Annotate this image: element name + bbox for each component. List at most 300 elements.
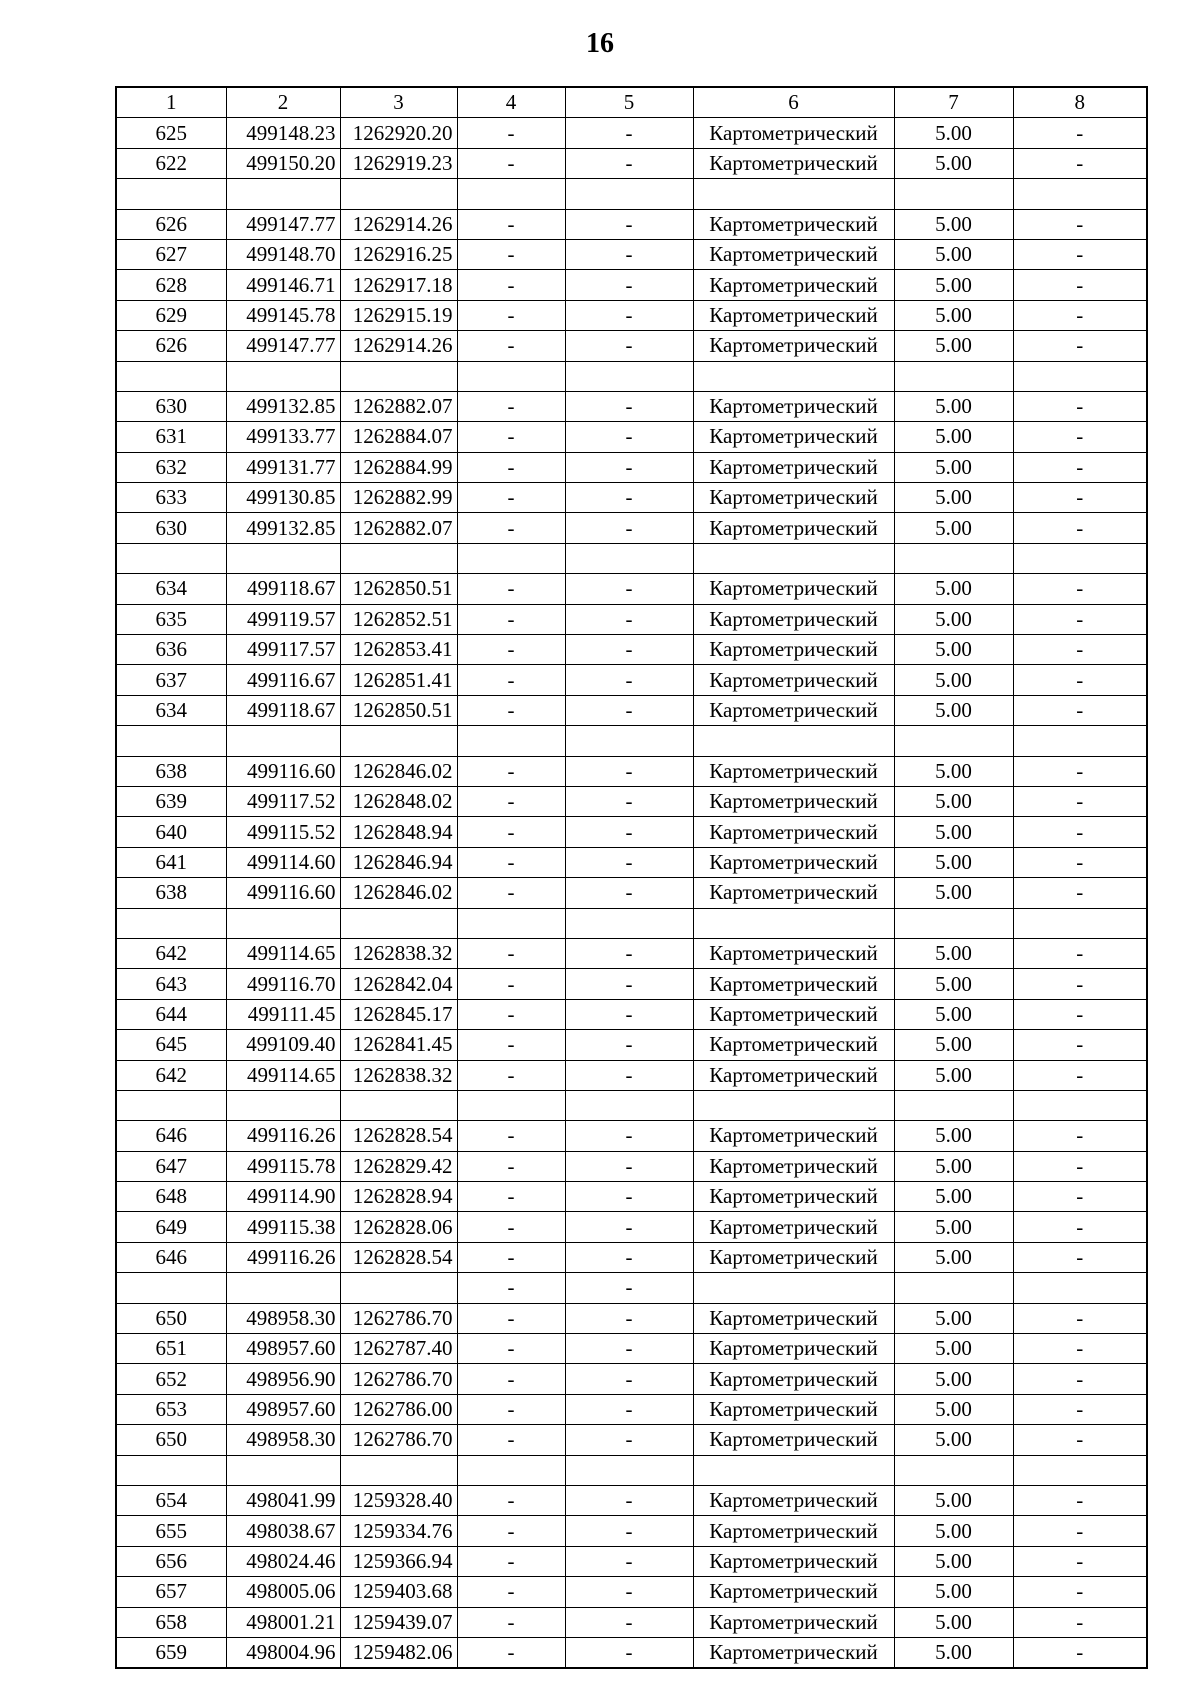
table-cell-col-7: 5.00	[894, 1607, 1013, 1637]
table-cell-col-5: -	[565, 483, 693, 513]
table-cell-col-5	[565, 361, 693, 391]
table-row	[116, 695, 1147, 725]
table-cell-col-2: 499150.20	[226, 148, 340, 178]
table-cell-col-2: 498956.90	[226, 1364, 340, 1394]
table-cell-col-2	[226, 361, 340, 391]
table-cell-col-7: 5.00	[894, 1242, 1013, 1272]
table-cell-col-6: Картометрический	[693, 695, 894, 725]
table-cell-col-7: 5.00	[894, 1364, 1013, 1394]
column-header-6: 6	[693, 87, 894, 118]
table-cell-col-2: 499132.85	[226, 391, 340, 421]
table-cell-col-4: -	[457, 1334, 565, 1364]
table-cell-col-1: 641	[116, 847, 226, 877]
table-cell-col-5: -	[565, 695, 693, 725]
table-cell-col-5: -	[565, 270, 693, 300]
table-cell-col-1: 627	[116, 239, 226, 269]
table-cell-col-7: 5.00	[894, 1425, 1013, 1455]
table-cell-col-5: -	[565, 1546, 693, 1576]
table-cell-col-4: -	[457, 1121, 565, 1151]
table-cell-col-2	[226, 179, 340, 209]
table-cell-col-6: Картометрический	[693, 1607, 894, 1637]
table-cell-col-4: -	[457, 239, 565, 269]
table-cell-col-3: 1262920.20	[340, 118, 457, 148]
table-cell-col-2: 499115.52	[226, 817, 340, 847]
table-cell-col-4	[457, 543, 565, 573]
table-cell-col-3	[340, 726, 457, 756]
table-cell-col-3: 1262882.07	[340, 513, 457, 543]
table-cell-col-6	[693, 361, 894, 391]
table-cell-col-7: 5.00	[894, 817, 1013, 847]
table-cell-col-5: -	[565, 1485, 693, 1515]
table-cell-col-6: Картометрический	[693, 483, 894, 513]
table-cell-col-1: 625	[116, 118, 226, 148]
table-cell-col-3: 1262919.23	[340, 148, 457, 178]
table-cell-col-1: 638	[116, 878, 226, 908]
table-cell-col-6	[693, 543, 894, 573]
table-cell-col-5: -	[565, 1394, 693, 1424]
table-cell-col-3: 1259482.06	[340, 1637, 457, 1668]
table-cell-col-7	[894, 726, 1013, 756]
table-cell-col-6	[693, 179, 894, 209]
table-cell-col-1: 626	[116, 209, 226, 239]
table-cell-col-3	[340, 179, 457, 209]
table-cell-col-6	[693, 1090, 894, 1120]
table-cell-col-2: 499114.60	[226, 847, 340, 877]
table-cell-col-7: 5.00	[894, 270, 1013, 300]
separator-row	[116, 543, 1147, 573]
separator-row	[116, 1090, 1147, 1120]
table-cell-col-3: 1262846.02	[340, 756, 457, 786]
table-cell-col-3	[340, 543, 457, 573]
table-cell-col-8: -	[1013, 148, 1147, 178]
table-cell-col-2: 499117.57	[226, 635, 340, 665]
table-cell-col-7: 5.00	[894, 756, 1013, 786]
table-cell-col-8: -	[1013, 665, 1147, 695]
table-cell-col-8: -	[1013, 969, 1147, 999]
separator-row	[116, 361, 1147, 391]
table-cell-col-2: 499116.60	[226, 878, 340, 908]
table-cell-col-3: 1262884.99	[340, 452, 457, 482]
table-cell-col-1: 656	[116, 1546, 226, 1576]
table-cell-col-4: -	[457, 847, 565, 877]
table-cell-col-6: Картометрический	[693, 1182, 894, 1212]
table-cell-col-7: 5.00	[894, 1577, 1013, 1607]
table-cell-col-1: 654	[116, 1485, 226, 1515]
table-cell-col-7: 5.00	[894, 148, 1013, 178]
table-cell-col-6: Картометрический	[693, 1334, 894, 1364]
table-cell-col-8: -	[1013, 1485, 1147, 1515]
table-cell-col-7	[894, 1273, 1013, 1303]
table-cell-col-2: 498038.67	[226, 1516, 340, 1546]
table-cell-col-3: 1262838.32	[340, 938, 457, 968]
table-cell-col-1: 657	[116, 1577, 226, 1607]
table-cell-col-7: 5.00	[894, 239, 1013, 269]
table-cell-col-2	[226, 1455, 340, 1485]
table-cell-col-7: 5.00	[894, 1212, 1013, 1242]
table-row	[116, 1485, 1147, 1515]
table-cell-col-3: 1262846.02	[340, 878, 457, 908]
table-cell-col-3: 1262850.51	[340, 695, 457, 725]
table-cell-col-3: 1262850.51	[340, 574, 457, 604]
table-cell-col-5: -	[565, 1273, 693, 1303]
table-cell-col-2: 499145.78	[226, 300, 340, 330]
table-cell-col-8: -	[1013, 1212, 1147, 1242]
page-number: 16	[586, 28, 614, 59]
table-row	[116, 969, 1147, 999]
table-cell-col-4: -	[457, 665, 565, 695]
table-cell-col-4	[457, 361, 565, 391]
table-cell-col-8: -	[1013, 1364, 1147, 1394]
column-header-8: 8	[1013, 87, 1147, 118]
table-cell-col-4: -	[457, 148, 565, 178]
table-cell-col-1: 626	[116, 331, 226, 361]
table-cell-col-5: -	[565, 391, 693, 421]
table-cell-col-1	[116, 1455, 226, 1485]
table-cell-col-4: -	[457, 1637, 565, 1668]
table-cell-col-6: Картометрический	[693, 513, 894, 543]
table-cell-col-5: -	[565, 148, 693, 178]
table-row	[116, 1334, 1147, 1364]
table-cell-col-3: 1262882.07	[340, 391, 457, 421]
table-cell-col-5	[565, 1455, 693, 1485]
table-cell-col-8: -	[1013, 239, 1147, 269]
table-cell-col-8: -	[1013, 1030, 1147, 1060]
table-cell-col-4: -	[457, 1546, 565, 1576]
coordinates-table	[115, 86, 1148, 1669]
table-row	[116, 938, 1147, 968]
table-cell-col-7: 5.00	[894, 604, 1013, 634]
table-cell-col-3: 1259334.76	[340, 1516, 457, 1546]
table-cell-col-5: -	[565, 665, 693, 695]
table-cell-col-4: -	[457, 1364, 565, 1394]
table-cell-col-8: -	[1013, 331, 1147, 361]
table-cell-col-3: 1262828.06	[340, 1212, 457, 1242]
table-cell-col-8: -	[1013, 1182, 1147, 1212]
table-cell-col-1: 630	[116, 513, 226, 543]
table-cell-col-6: Картометрический	[693, 756, 894, 786]
table-cell-col-7: 5.00	[894, 878, 1013, 908]
table-cell-col-6: Картометрический	[693, 1242, 894, 1272]
column-header-2: 2	[226, 87, 340, 118]
table-cell-col-3: 1262829.42	[340, 1151, 457, 1181]
table-cell-col-1: 650	[116, 1425, 226, 1455]
table-cell-col-4: -	[457, 574, 565, 604]
table-cell-col-2	[226, 1090, 340, 1120]
table-cell-col-5: -	[565, 452, 693, 482]
table-cell-col-1: 649	[116, 1212, 226, 1242]
table-cell-col-1: 632	[116, 452, 226, 482]
table-cell-col-7: 5.00	[894, 1121, 1013, 1151]
table-cell-col-4: -	[457, 695, 565, 725]
table-cell-col-1: 629	[116, 300, 226, 330]
table-cell-col-3: 1262916.25	[340, 239, 457, 269]
table-cell-col-1: 633	[116, 483, 226, 513]
table-cell-col-1	[116, 361, 226, 391]
table-cell-col-7: 5.00	[894, 1303, 1013, 1333]
table-cell-col-3: 1262787.40	[340, 1334, 457, 1364]
table-cell-col-5	[565, 543, 693, 573]
table-cell-col-8: -	[1013, 270, 1147, 300]
table-cell-col-6: Картометрический	[693, 1151, 894, 1181]
table-cell-col-5: -	[565, 574, 693, 604]
table-cell-col-3: 1262828.54	[340, 1242, 457, 1272]
table-cell-col-2: 499132.85	[226, 513, 340, 543]
table-row	[116, 1425, 1147, 1455]
table-body	[116, 118, 1147, 1668]
table-cell-col-2: 499147.77	[226, 209, 340, 239]
table-cell-col-7: 5.00	[894, 574, 1013, 604]
table-cell-col-1: 634	[116, 695, 226, 725]
table-cell-col-4: -	[457, 270, 565, 300]
table-cell-col-8: -	[1013, 1303, 1147, 1333]
table-cell-col-3: 1262914.26	[340, 331, 457, 361]
table-cell-col-6: Картометрический	[693, 1394, 894, 1424]
table-cell-col-4: -	[457, 1273, 565, 1303]
table-cell-col-5	[565, 908, 693, 938]
table-cell-col-4: -	[457, 452, 565, 482]
table-cell-col-1: 658	[116, 1607, 226, 1637]
header-row	[116, 87, 1147, 118]
table-row	[116, 878, 1147, 908]
table-cell-col-5: -	[565, 878, 693, 908]
table-row	[116, 1607, 1147, 1637]
table-cell-col-8	[1013, 908, 1147, 938]
table-cell-col-8: -	[1013, 938, 1147, 968]
table-cell-col-2: 499118.67	[226, 574, 340, 604]
table-cell-col-6: Картометрический	[693, 1121, 894, 1151]
table-cell-col-2: 499130.85	[226, 483, 340, 513]
table-cell-col-7: 5.00	[894, 1516, 1013, 1546]
table-cell-col-8	[1013, 726, 1147, 756]
separator-row	[116, 1273, 1147, 1303]
table-cell-col-2: 499114.65	[226, 1060, 340, 1090]
table-cell-col-8: -	[1013, 118, 1147, 148]
table-cell-col-5: -	[565, 604, 693, 634]
table-row	[116, 209, 1147, 239]
table-cell-col-3: 1262882.99	[340, 483, 457, 513]
table-cell-col-2: 499116.67	[226, 665, 340, 695]
table-row	[116, 817, 1147, 847]
table-cell-col-3: 1262786.00	[340, 1394, 457, 1424]
table-cell-col-8: -	[1013, 452, 1147, 482]
table-cell-col-6: Картометрический	[693, 148, 894, 178]
table-row	[116, 1121, 1147, 1151]
table-cell-col-5: -	[565, 999, 693, 1029]
table-cell-col-1: 646	[116, 1121, 226, 1151]
table-cell-col-8: -	[1013, 1151, 1147, 1181]
table-cell-col-3	[340, 1090, 457, 1120]
table-cell-col-6	[693, 726, 894, 756]
table-cell-col-1: 659	[116, 1637, 226, 1668]
table-cell-col-2: 499147.77	[226, 331, 340, 361]
table-cell-col-7	[894, 908, 1013, 938]
table-cell-col-2: 498004.96	[226, 1637, 340, 1668]
table-cell-col-6: Картометрический	[693, 300, 894, 330]
table-cell-col-6: Картометрический	[693, 665, 894, 695]
table-cell-col-4: -	[457, 300, 565, 330]
table-cell-col-2: 499117.52	[226, 786, 340, 816]
table-cell-col-4: -	[457, 786, 565, 816]
table-row	[116, 1060, 1147, 1090]
table-cell-col-7: 5.00	[894, 331, 1013, 361]
table-cell-col-6: Картометрический	[693, 1030, 894, 1060]
table-cell-col-4: -	[457, 756, 565, 786]
table-cell-col-6: Картометрический	[693, 938, 894, 968]
table-cell-col-3: 1262828.54	[340, 1121, 457, 1151]
table-cell-col-6: Картометрический	[693, 1546, 894, 1576]
table-cell-col-3	[340, 908, 457, 938]
table-cell-col-6	[693, 908, 894, 938]
table-cell-col-1	[116, 543, 226, 573]
table-cell-col-1: 631	[116, 422, 226, 452]
table-cell-col-5: -	[565, 1425, 693, 1455]
table-cell-col-6	[693, 1455, 894, 1485]
table-cell-col-4: -	[457, 118, 565, 148]
table-cell-col-8: -	[1013, 1516, 1147, 1546]
table-cell-col-2: 499116.60	[226, 756, 340, 786]
table-cell-col-1: 644	[116, 999, 226, 1029]
table-cell-col-4	[457, 179, 565, 209]
table-cell-col-8: -	[1013, 1060, 1147, 1090]
table-cell-col-1: 655	[116, 1516, 226, 1546]
table-cell-col-4: -	[457, 331, 565, 361]
table-cell-col-2	[226, 543, 340, 573]
table-row	[116, 1577, 1147, 1607]
table-cell-col-1	[116, 1273, 226, 1303]
table-cell-col-7: 5.00	[894, 300, 1013, 330]
table-cell-col-4: -	[457, 635, 565, 665]
table-cell-col-6: Картометрический	[693, 1212, 894, 1242]
table-cell-col-6: Картометрический	[693, 999, 894, 1029]
table-cell-col-4: -	[457, 817, 565, 847]
table-cell-col-1	[116, 1090, 226, 1120]
table-cell-col-6: Картометрический	[693, 1577, 894, 1607]
table-cell-col-3: 1262884.07	[340, 422, 457, 452]
table-cell-col-6: Картометрический	[693, 817, 894, 847]
table-cell-col-8: -	[1013, 1121, 1147, 1151]
table-row	[116, 1151, 1147, 1181]
table-cell-col-6: Картометрический	[693, 270, 894, 300]
table-cell-col-6: Картометрический	[693, 452, 894, 482]
table-cell-col-4: -	[457, 209, 565, 239]
table-cell-col-3: 1262838.32	[340, 1060, 457, 1090]
table-row	[116, 756, 1147, 786]
table-cell-col-5: -	[565, 1242, 693, 1272]
table-cell-col-8	[1013, 361, 1147, 391]
table-row	[116, 1364, 1147, 1394]
table-cell-col-3: 1262786.70	[340, 1303, 457, 1333]
table-row	[116, 786, 1147, 816]
table-cell-col-1	[116, 726, 226, 756]
table-cell-col-4: -	[457, 969, 565, 999]
table-row	[116, 1637, 1147, 1668]
table-cell-col-1	[116, 908, 226, 938]
table-row	[116, 847, 1147, 877]
table-row	[116, 331, 1147, 361]
table-cell-col-8: -	[1013, 209, 1147, 239]
table-cell-col-5: -	[565, 1182, 693, 1212]
table-cell-col-7: 5.00	[894, 422, 1013, 452]
table-cell-col-5: -	[565, 969, 693, 999]
table-cell-col-8	[1013, 1090, 1147, 1120]
table-cell-col-5: -	[565, 1151, 693, 1181]
table-cell-col-7: 5.00	[894, 483, 1013, 513]
table-cell-col-8: -	[1013, 635, 1147, 665]
table-cell-col-2: 499116.26	[226, 1121, 340, 1151]
table-cell-col-2: 498001.21	[226, 1607, 340, 1637]
table-cell-col-5: -	[565, 817, 693, 847]
table-cell-col-6: Картометрический	[693, 1364, 894, 1394]
table-cell-col-7: 5.00	[894, 1637, 1013, 1668]
column-header-3: 3	[340, 87, 457, 118]
table-cell-col-6: Картометрический	[693, 331, 894, 361]
table-cell-col-2: 499115.38	[226, 1212, 340, 1242]
table-cell-col-5: -	[565, 938, 693, 968]
table-cell-col-2: 499148.70	[226, 239, 340, 269]
table-cell-col-4	[457, 1090, 565, 1120]
table-cell-col-7	[894, 1455, 1013, 1485]
table-cell-col-6	[693, 1273, 894, 1303]
table-cell-col-5: -	[565, 1637, 693, 1668]
table-cell-col-1: 630	[116, 391, 226, 421]
table-row	[116, 239, 1147, 269]
table-cell-col-3: 1262915.19	[340, 300, 457, 330]
table-cell-col-5	[565, 726, 693, 756]
table-cell-col-1: 635	[116, 604, 226, 634]
table-cell-col-4: -	[457, 1607, 565, 1637]
table-cell-col-8: -	[1013, 1577, 1147, 1607]
table-cell-col-5: -	[565, 331, 693, 361]
table-cell-col-8: -	[1013, 695, 1147, 725]
table-cell-col-3: 1259403.68	[340, 1577, 457, 1607]
table-cell-col-5: -	[565, 635, 693, 665]
table-cell-col-5: -	[565, 1060, 693, 1090]
table-cell-col-6: Картометрический	[693, 1516, 894, 1546]
table-cell-col-2: 499133.77	[226, 422, 340, 452]
table-cell-col-2	[226, 726, 340, 756]
table-cell-col-8	[1013, 179, 1147, 209]
table-row	[116, 1212, 1147, 1242]
table-cell-col-8: -	[1013, 756, 1147, 786]
table-cell-col-4	[457, 1455, 565, 1485]
table-row	[116, 1516, 1147, 1546]
table-cell-col-4: -	[457, 422, 565, 452]
table-cell-col-5: -	[565, 118, 693, 148]
table-cell-col-6: Картометрический	[693, 847, 894, 877]
table-row	[116, 1182, 1147, 1212]
table-cell-col-1: 634	[116, 574, 226, 604]
table-row	[116, 635, 1147, 665]
table-cell-col-7: 5.00	[894, 1182, 1013, 1212]
table-row	[116, 452, 1147, 482]
table-cell-col-1: 647	[116, 1151, 226, 1181]
table-row	[116, 148, 1147, 178]
table-cell-col-1: 639	[116, 786, 226, 816]
table-row	[116, 513, 1147, 543]
table-cell-col-7: 5.00	[894, 1334, 1013, 1364]
table-cell-col-1: 653	[116, 1394, 226, 1424]
table-cell-col-4: -	[457, 391, 565, 421]
table-cell-col-4: -	[457, 1151, 565, 1181]
table-cell-col-1: 652	[116, 1364, 226, 1394]
column-header-7: 7	[894, 87, 1013, 118]
table-cell-col-7	[894, 543, 1013, 573]
table-cell-col-7: 5.00	[894, 1394, 1013, 1424]
table-cell-col-3: 1262917.18	[340, 270, 457, 300]
table-cell-col-1: 622	[116, 148, 226, 178]
table-cell-col-7: 5.00	[894, 513, 1013, 543]
table-cell-col-7: 5.00	[894, 391, 1013, 421]
